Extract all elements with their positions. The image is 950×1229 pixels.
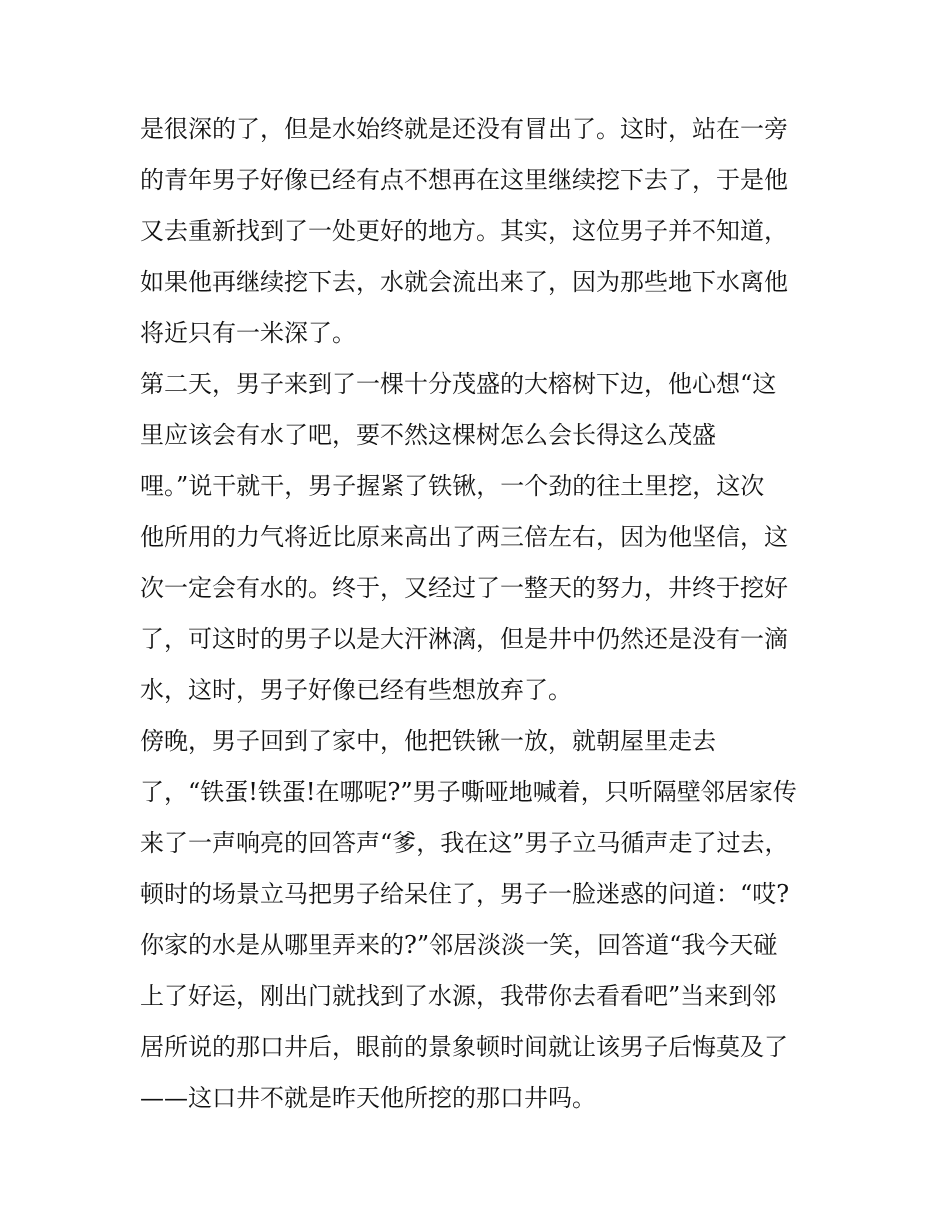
text-line: 顿时的场景立马把男子给呆住了，男子一脸迷惑的问道：“哎? — [140, 880, 790, 908]
text-line: 了，可这时的男子以是大汗淋漓，但是井中仍然还是没有一滴 — [140, 625, 788, 653]
text-line: 了，“铁蛋!铁蛋!在哪呢?”男子嘶哑地喊着，只听隔壁邻居家传 — [140, 778, 797, 806]
text-line: 将近只有一米深了。 — [140, 319, 356, 347]
text-line: 是很深的了，但是水始终就是还没有冒出了。这时，站在一旁 — [140, 115, 788, 143]
text-line: 水，这时，男子好像已经有些想放弃了。 — [140, 676, 572, 704]
text-line: 傍晚，男子回到了家中，他把铁锹一放，就朝屋里走去 — [140, 727, 716, 755]
text-line: 次一定会有水的。终于，又经过了一整天的努力，井终于挖好 — [140, 574, 788, 602]
text-line: 上了好运，刚出门就找到了水源，我带你去看看吧”当来到邻 — [140, 982, 777, 1010]
text-line: 居所说的那口井后，眼前的景象顿时间就让该男子后悔莫及了 — [140, 1033, 788, 1061]
text-line: 他所用的力气将近比原来高出了两三倍左右，因为他坚信，这 — [140, 523, 788, 551]
text-line: ——这口井不就是昨天他所挖的那口井吗。 — [140, 1084, 596, 1112]
text-line: 你家的水是从哪里弄来的?”邻居淡淡一笑，回答道“我今天碰 — [140, 931, 778, 959]
text-line: 如果他再继续挖下去，水就会流出来了，因为那些地下水离他 — [140, 268, 788, 296]
text-line: 第二天，男子来到了一棵十分茂盛的大榕树下边，他心想“这 — [140, 370, 777, 398]
text-line: 又去重新找到了一处更好的地方。其实，这位男子并不知道， — [140, 217, 788, 245]
text-line: 里应该会有水了吧，要不然这棵树怎么会长得这么茂盛 — [140, 421, 716, 449]
story-text — [140, 104, 820, 1124]
text-line: 哩。”说干就干，男子握紧了铁锹，一个劲的往土里挖，这次 — [140, 472, 765, 500]
text-line: 来了一声响亮的回答声“爹，我在这”男子立马循声走了过去， — [140, 829, 789, 857]
text-line: 的青年男子好像已经有点不想再在这里继续挖下去了，于是他 — [140, 166, 788, 194]
